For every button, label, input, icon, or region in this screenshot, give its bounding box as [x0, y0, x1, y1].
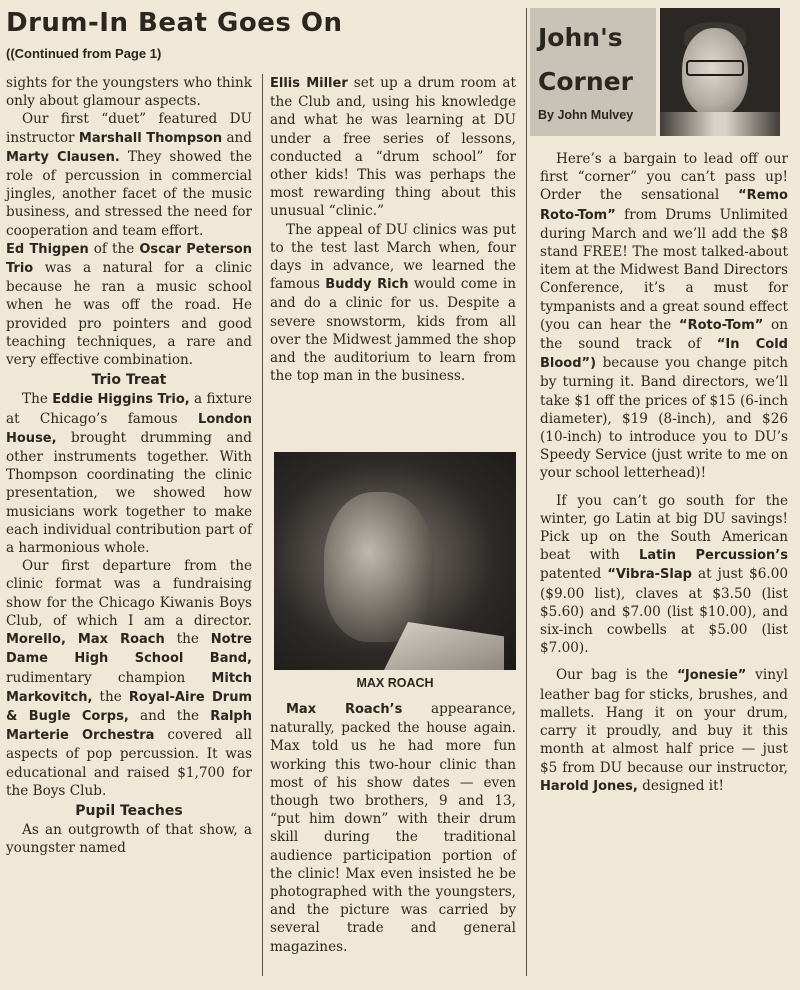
subheading-trio-treat: Trio Treat	[91, 372, 167, 389]
corner-title: John's Corner	[538, 23, 633, 96]
continued-note: ((Continued from Page 1)	[6, 46, 162, 61]
subheading-pupil-teaches: Pupil Teaches	[75, 802, 183, 819]
article-column-1	[6, 74, 252, 858]
portrait-shirt	[660, 112, 780, 136]
photo-caption: MAX ROACH	[356, 676, 434, 690]
johns-corner-column	[540, 150, 788, 805]
paragraph: Ed Thigpen of the Oscar Peterson Trio was a natural for a clinic because he ran a music school when he was off the road. He provided pro pointers and good teaching techniques, a rare and very effective combination.	[6, 240, 252, 369]
column-divider-right	[526, 8, 527, 976]
paragraph: If you can’t go south for the winter, go Latin at big DU savings! Pick up on the South American beat with Latin Percussion’s patented “Vibra-Slap at just $6.00 ($9.00 list), claves at $3.50 (list $5.60) and $7.00 (list $10.00), and six-inch cowbells at $5.00 (list $7.00).	[540, 492, 788, 657]
headline: Drum-In Beat Goes On	[6, 8, 343, 38]
photo-face	[324, 492, 434, 642]
column-divider-left	[262, 74, 263, 976]
article-column-2	[270, 74, 516, 385]
paragraph: Ellis Miller set up a drum room at the Club and, using his knowledge and what he was learning at DU under a free series of lessons, conducted a “drum school” for other kids! This was perhaps the most rewarding thing about this unusual “clinic.”	[270, 75, 516, 220]
paragraph: The appeal of DU clinics was put to the test last March when, four days in advance, we learned the famous Buddy Rich would come in and do a clinic for us. Despite a severe snowstorm, kids from all over the Midwest jammed the shop and the auditorium to learn from the top man in the business.	[270, 221, 516, 385]
portrait-glasses	[686, 60, 744, 76]
paragraph: sights for the youngsters who think only about glamour aspects.	[6, 75, 252, 110]
corner-byline: By John Mulvey	[538, 108, 634, 122]
paragraph: Max Roach’s appearance, naturally, packed the house again. Max told us he had more fun working this two-hour clinic than most of his show dates — even though two brothers, 9 and 13, “put him down” with their drum skill during the traditional audience participation portion of the clinic! Max even insisted he be photographed with the youngsters, and the picture was carried by several trade and general magazines.	[270, 701, 516, 955]
paragraph: Here’s a bargain to lead off our first “corner” you can’t pass up! Order the sensational “Remo Roto-Tom” from Drums Unlimited during March and we’ll add the $8 stand FREE! The most talked-about item at the Midwest Band Directors Conference, it’s a must for tympanists and a great sound effect (you can hear the “Roto-Tom” on the sound track of “In Cold Blood”) because you change pitch by turning it. Band directors, we’ll take $1 off the prices of $15 (6-inch diameter), $19 (8-inch), and $26 (10-inch) to introduce you to DU’s Speedy Service (just write to me on your school letterhead)!	[540, 151, 788, 482]
author-portrait	[660, 8, 780, 136]
paragraph: Our bag is the “Jonesie” vinyl leather bag for sticks, brushes, and mallets. Hang it on your drum, carry it proudly, and buy it this month at almost half price — just $5 from DU because our instructor, Harold Jones, designed it!	[540, 667, 788, 794]
paragraph: Our first “duet” featured DU instructor Marshall Thompson and Marty Clausen. They showed the role of percussion in commercial jingles, another facet of the music business, and stressed the need for cooperation and team effort.	[6, 111, 253, 239]
article-column-2-lower	[270, 700, 516, 956]
paragraph: As an outgrowth of that show, a youngster named	[6, 822, 252, 857]
max-roach-photo	[274, 452, 516, 670]
johns-corner-header	[530, 8, 656, 136]
paragraph: The Eddie Higgins Trio, a fixture at Chicago’s famous London House, brought drumming and other instruments together. With Thompson coordinating the clinic presentation, we showed how musicians work together to make each individual contribution part of a harmonious whole.	[6, 391, 252, 557]
paragraph: Our first departure from the clinic format was a fundraising show for the Chicago Kiwanis Boys Club, of which I am a director. Morello, Max Roach the Notre Dame High School Band, rudimentary champion Mitch Markovitch, the Royal-Aire Drum & Bugle Corps, and the Ralph Marterie Orchestra covered all aspects of pop percussion. It was educational and raised $1,700 for the Boys Club.	[6, 558, 252, 799]
